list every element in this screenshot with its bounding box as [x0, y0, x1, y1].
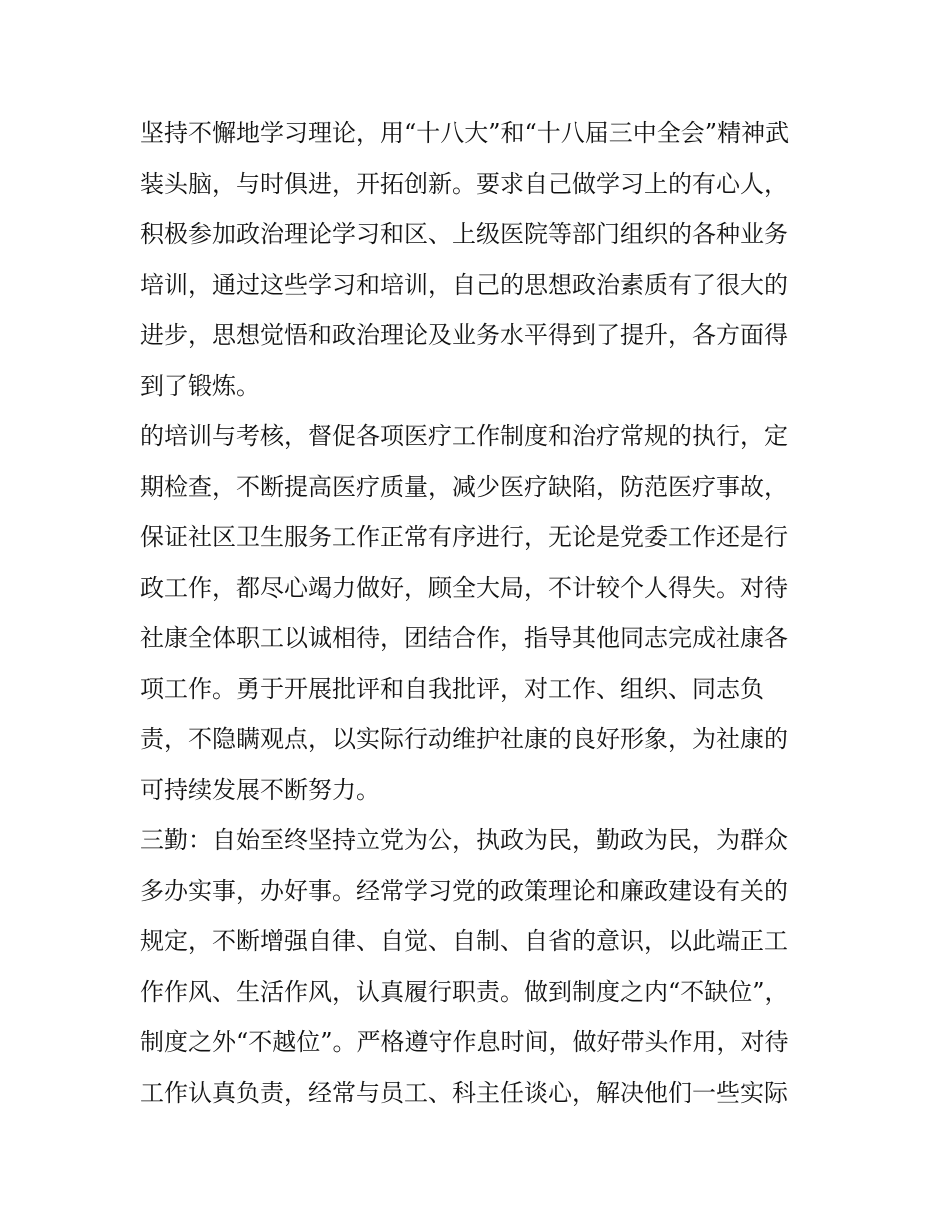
text-line: 作作风、生活作风，认真履行职责。做到制度之内“不缺位”， [140, 977, 789, 1006]
text-line: 可持续发展不断努力。 [140, 775, 380, 804]
text-line: 的培训与考核，督促各项医疗工作制度和治疗常规的执行，定 [140, 422, 788, 450]
text-line: 社康全体职工以诚相待，团结合作，指导其他同志完成社康各 [140, 624, 788, 652]
text-line: 保证社区卫生服务工作正常有序进行，无论是党委工作还是行 [140, 523, 788, 551]
text-line: 培训，通过这些学习和培训，自己的思想政治素质有了很大的 [140, 270, 788, 299]
text-line: 项工作。勇于开展批评和自我批评，对工作、组织、同志负 [140, 674, 764, 703]
text-line: 多办实事，办好事。经常学习党的政策理论和廉政建设有关的 [140, 876, 788, 905]
text-line: 三勤：自始至终坚持立党为公，执政为民，勤政为民，为群众 [140, 826, 788, 854]
body-text [140, 108, 820, 1118]
text-line: 进步，思想觉悟和政治理论及业务水平得到了提升，各方面得 [140, 321, 788, 349]
text-line: 积极参加政治理论学习和区、上级医院等部门组织的各种业务 [140, 220, 788, 248]
text-line: 装头脑，与时俱进，开拓创新。要求自己做学习上的有心人， [140, 169, 788, 198]
text-line: 期检查，不断提高医疗质量，减少医疗缺陷，防范医疗事故， [140, 472, 788, 501]
text-line: 规定，不断增强自律、自觉、自制、自省的意识，以此端正工 [140, 927, 788, 955]
text-line: 责，不隐瞒观点，以实际行动维护社康的良好形象，为社康的 [140, 725, 788, 753]
text-line: 坚持不懈地学习理论，用“十八大”和“十八届三中全会”精神武 [140, 119, 790, 147]
text-line: 制度之外“不越位”。严格遵守作息时间，做好带头作用，对待 [140, 1028, 789, 1056]
text-line: 到了锻炼。 [140, 371, 260, 400]
text-line: 工作认真负责，经常与员工、科主任谈心，解决他们一些实际 [140, 1078, 788, 1107]
text-line: 政工作，都尽心竭力做好，顾全大局，不计较个人得失。对待 [140, 573, 788, 602]
